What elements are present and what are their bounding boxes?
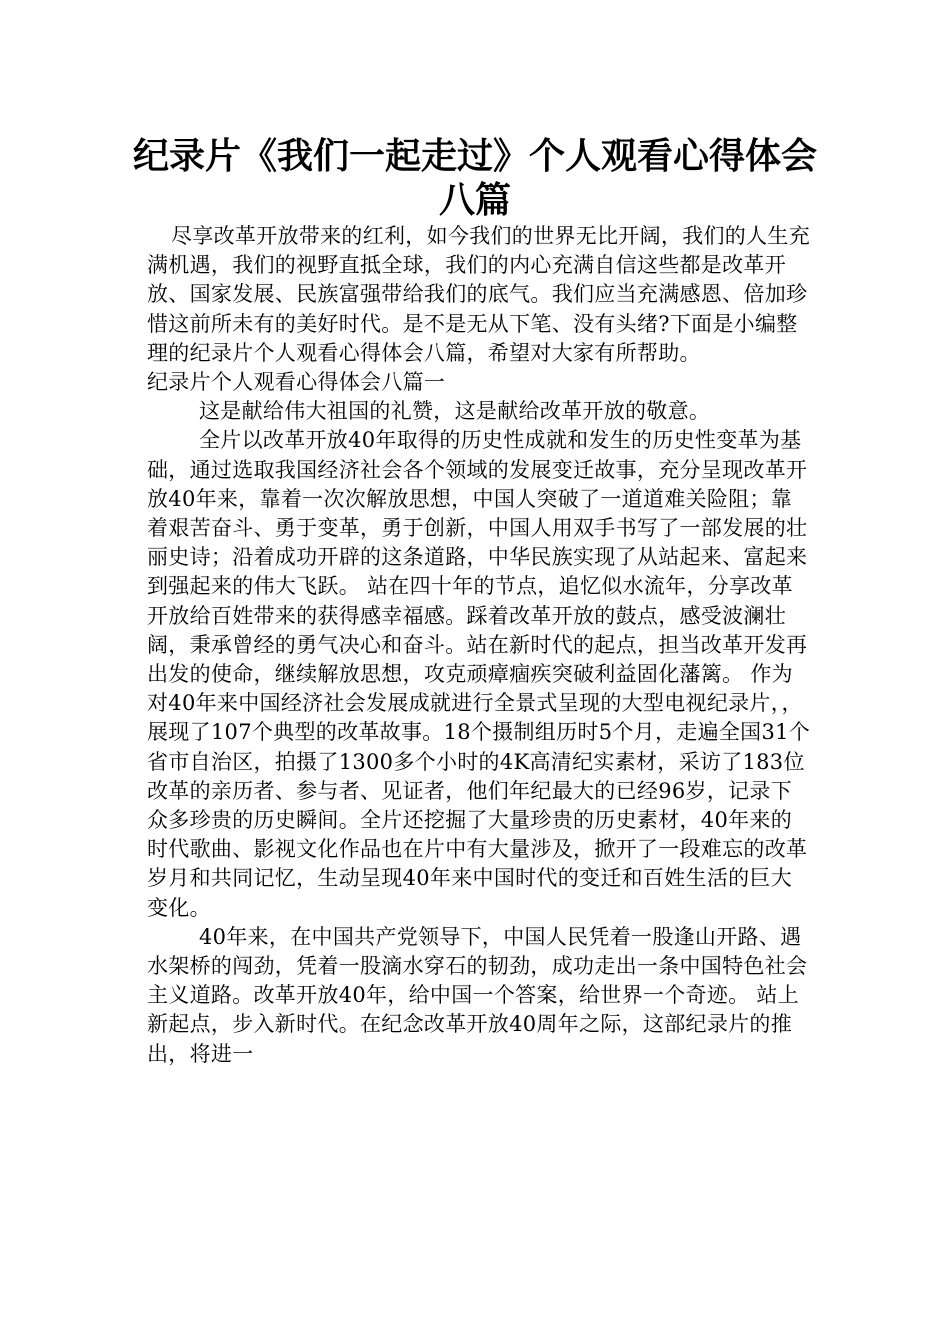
document-body [147,222,811,1069]
section-heading: 纪录片个人观看心得体会八篇一 [147,370,446,395]
body-paragraph-1: 这是献给伟大祖国的礼赞，这是献给改革开放的敬意。 [199,399,711,424]
body-paragraph-2: 全片以改革开放40年取得的历史性成就和发生的历史性变革为基础，通过选取我国经济社会各个领域的发展变迁故事，充分呈现改革开放40年来，靠着一次次解放思想，中国人突破了一道道难关险阻；靠着艰苦奋斗、勇于变革，勇于创新，中国人用双手书写了一部发展的壮丽史诗；沿着成功开辟的这条道路，中华民族实现了从站起来、富起来到强起来的伟大飞跃。 站在四十年的节点，追忆似水流年，分享改革开放给百姓带来的获得感幸福感。踩着改革开放的鼓点，感受波澜壮阔，秉承曾经的勇气决心和奋斗。站在新时代的起点，担当改革开发再出发的使命，继续解放思想，攻克顽瘴痼疾突破利益固化藩篱。 作为对40年来中国经济社会发展成就进行全景式呈现的大型电视纪录片，，展现了107个典型的改革故事。18个摄制组历时5个月，走遍全国31个省市自治区，拍摄了1300多个小时的4K高清纪实素材，采访了183位改革的亲历者、参与者、见证者，他们年纪最大的已经96岁，记录下众多珍贵的历史瞬间。全片还挖掘了大量珍贵的历史素材，40年来的时代歌曲、影视文化作品也在片中有大量涉及，掀开了一段难忘的改革岁月和共同记忆，生动呈现40年来中国时代的变迁和百姓生活的巨大变化。 [147,428,811,920]
body-paragraph-3: 40年来，在中国共产党领导下，中国人民凭着一股逢山开路、遇水架桥的闯劲，凭着一股滴水穿石的韧劲，成功走出一条中国特色社会主义道路。改革开放40年，给中国一个答案，给世界一个奇迹。 站上新起点，步入新时代。在纪念改革开放40周年之际，这部纪录片的推出，将进一 [147,924,808,1066]
document-title: 纪录片《我们一起走过》个人观看心得体会八篇 [132,135,817,221]
intro-paragraph: 尽享改革开放带来的红利，如今我们的世界无比开阔，我们的人生充满机遇，我们的视野直抵全球，我们的内心充满自信这些都是改革开放、国家发展、民族富强带给我们的底气。我们应当充满感恩、倍加珍惜这前所未有的美好时代。是不是无从下笔、没有头绪?下面是小编整理的纪录片个人观看心得体会八篇，希望对大家有所帮助。 [147,224,810,365]
